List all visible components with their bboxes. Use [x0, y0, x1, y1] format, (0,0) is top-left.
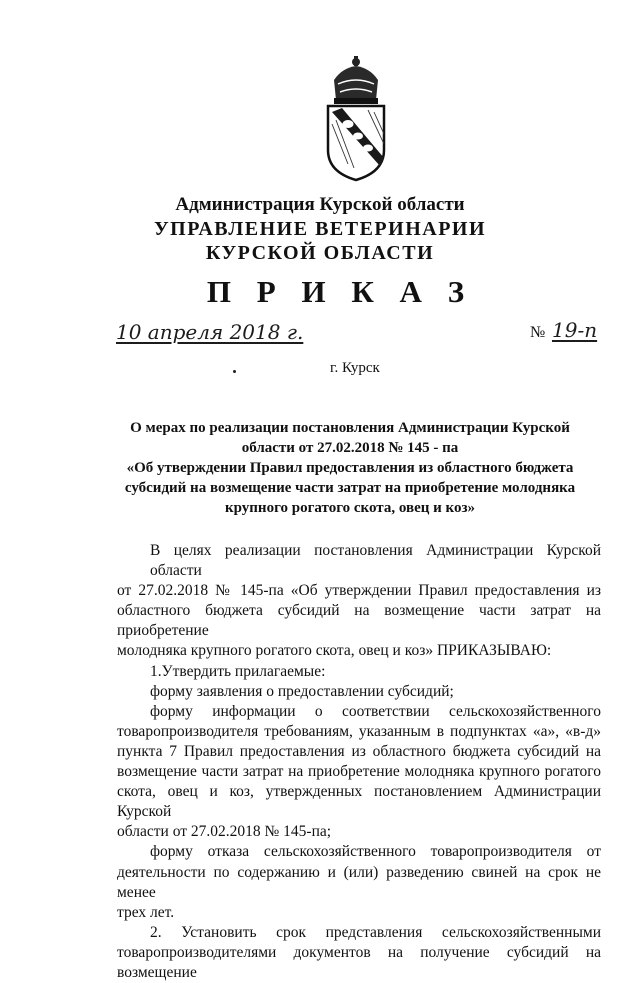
body-line: 2. Установить срок представления сельскохозяйственными [150, 923, 601, 941]
body-line: возмещение части затрат на приобретение молодняка крупного рогатого [117, 763, 601, 781]
body-line: форму информации о соответствии сельскохозяйственного [150, 702, 601, 720]
stray-dot [233, 370, 236, 373]
handwritten-order-number: 19-п [552, 318, 598, 342]
body-line: скота, овец и коз, утвержденных постановлением Администрации Курской [117, 783, 601, 821]
document-type-title: П Р И К А З [206, 274, 474, 309]
heading-line: области от 27.02.2018 № 145 - па [241, 440, 459, 456]
order-body-text [117, 541, 601, 983]
body-line: трех лет. [117, 903, 175, 921]
heading-line: О мерах по реализации постановления Администрации Курской [130, 420, 570, 436]
department-name-line1: УПРАВЛЕНИЕ ВЕТЕРИНАРИИ [153, 218, 487, 240]
body-line: форму заявления о предоставлении субсидий; [150, 682, 454, 700]
body-line: товаропроизводителя требованиям, указанным в подпунктах «а», «в-д» [117, 722, 601, 740]
heading-line: «Об утверждении Правил предоставления из областного бюджета [126, 460, 574, 476]
body-line: пункта 7 Правил предоставления из областного бюджета субсидий на [117, 742, 601, 760]
department-name-line2: КУРСКОЙ ОБЛАСТИ [205, 242, 435, 264]
body-line: В целях реализации постановления Администрации Курской области [150, 542, 601, 580]
heading-line: субсидий на возмещение части затрат на приобретение молодняка [124, 480, 576, 496]
body-line: областного бюджета субсидий на возмещение части затрат на приобретение [117, 602, 601, 640]
body-line: области от 27.02.2018 № 145-па; [117, 823, 332, 841]
body-line: деятельности по содержанию и (или) разведению свиней на срок не менее [117, 863, 601, 901]
heading-line: крупного рогатого скота, овец и коз» [225, 500, 475, 516]
administration-name: Администрация Курской области [175, 194, 465, 215]
body-line: форму отказа сельскохозяйственного товаропроизводителя от [150, 843, 601, 861]
order-subject-heading [100, 418, 600, 518]
handwritten-date: 10 апреля 2018 г. [116, 320, 304, 344]
coat-of-arms-emblem [318, 54, 394, 182]
city-label: г. Курск [330, 360, 380, 376]
body-line: 1.Утвердить прилагаемые: [150, 662, 326, 680]
body-line: от 27.02.2018 № 145-па «Об утверждении Правил предоставления из [117, 582, 601, 600]
number-label: № [530, 324, 546, 341]
body-line: молодняка крупного рогатого скота, овец и коз» ПРИКАЗЫВАЮ: [117, 642, 552, 660]
body-line: товаропроизводителями документов на получение субсидий на возмещение [117, 943, 601, 981]
